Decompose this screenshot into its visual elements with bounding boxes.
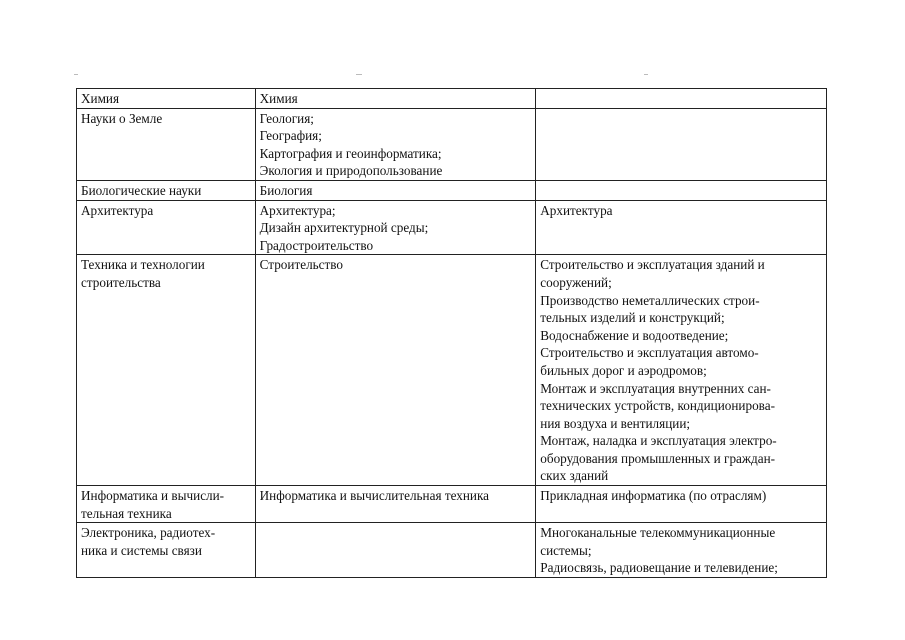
area-cell xyxy=(77,108,256,180)
profile-cell xyxy=(536,200,827,255)
cell-line: Радиосвязь, радиовещание и телевидение; xyxy=(540,560,778,576)
cell-line: Картография и геоинформатика; xyxy=(259,145,442,161)
cell-line: Производство неметаллических строи- xyxy=(540,292,760,308)
cell-line: Биологические науки xyxy=(81,182,202,198)
cell-line: Строительство и эксплуатация автомо- xyxy=(540,345,759,361)
table-row xyxy=(77,180,827,200)
specialty-cell xyxy=(255,89,536,109)
profile-cell xyxy=(536,255,827,486)
cell-line: Геология; xyxy=(259,110,314,126)
table-row xyxy=(77,486,827,523)
table-row xyxy=(77,255,827,486)
cell-line: тельная техника xyxy=(81,505,172,521)
specialty-cell xyxy=(255,200,536,255)
profile-cell xyxy=(536,486,827,523)
specialty-cell xyxy=(255,180,536,200)
cell-line: Дизайн архитектурной среды; xyxy=(259,220,429,236)
specialties-table xyxy=(76,88,827,578)
cell-line: География; xyxy=(259,128,322,144)
profile-cell xyxy=(536,523,827,578)
cell-line: Науки о Земле xyxy=(81,110,163,126)
cell-line: Информатика и вычисли- xyxy=(81,488,225,504)
cell-line: Электроника, радиотех- xyxy=(81,525,216,541)
cell-line: Химия xyxy=(81,91,120,106)
cell-line: тельных изделий и конструкций; xyxy=(540,310,725,326)
cell-line: Химия xyxy=(259,91,298,106)
area-cell xyxy=(77,486,256,523)
specialty-cell xyxy=(255,255,536,486)
scan-artifact xyxy=(356,74,362,75)
cell-line: Прикладная информатика (по отраслям) xyxy=(540,488,767,504)
cell-line: технических устройств, кондиционирова- xyxy=(540,398,775,414)
specialty-cell xyxy=(255,486,536,523)
specialty-cell xyxy=(255,523,536,578)
area-cell xyxy=(77,523,256,578)
cell-line: Техника и технологии xyxy=(81,257,205,273)
cell-line: Архитектура xyxy=(81,202,154,218)
table-row xyxy=(77,108,827,180)
cell-line: оборудования промышленных и граждан- xyxy=(540,450,776,466)
cell-line: ника и системы связи xyxy=(81,542,202,558)
scan-artifact xyxy=(644,74,648,75)
cell-line: Градостроительство xyxy=(259,237,374,253)
cell-line: Монтаж и эксплуатация внутренних сан- xyxy=(540,380,771,396)
area-cell xyxy=(77,200,256,255)
table-row xyxy=(77,89,827,109)
cell-line: Информатика и вычислительная техника xyxy=(259,488,490,504)
cell-line: Строительство и эксплуатация зданий и xyxy=(540,257,765,273)
area-cell xyxy=(77,180,256,200)
cell-line: ских зданий xyxy=(540,468,609,484)
profile-cell xyxy=(536,108,827,180)
table-row xyxy=(77,523,827,578)
cell-line: строительства xyxy=(81,274,161,290)
cell-line: Многоканальные телекоммуникационные xyxy=(540,525,776,541)
scan-artifact xyxy=(74,74,78,75)
profile-cell xyxy=(536,89,827,109)
area-cell xyxy=(77,255,256,486)
specialty-cell xyxy=(255,108,536,180)
cell-line: Архитектура; xyxy=(259,202,336,218)
cell-line: Биология xyxy=(259,182,313,198)
cell-line: ния воздуха и вентиляции; xyxy=(540,415,691,431)
cell-line: Экология и природопользование xyxy=(259,163,443,179)
cell-line: бильных дорог и аэродромов; xyxy=(540,362,707,378)
area-cell xyxy=(77,89,256,109)
table-row xyxy=(77,200,827,255)
profile-cell xyxy=(536,180,827,200)
cell-line: Монтаж, наладка и эксплуатация электро- xyxy=(540,433,777,449)
table-body xyxy=(77,89,827,578)
cell-line: Строительство xyxy=(259,257,344,273)
cell-line: Архитектура xyxy=(540,202,613,218)
cell-line: сооружений; xyxy=(540,274,612,290)
cell-line: системы; xyxy=(540,542,592,558)
cell-line: Водоснабжение и водоотведение; xyxy=(540,327,729,343)
